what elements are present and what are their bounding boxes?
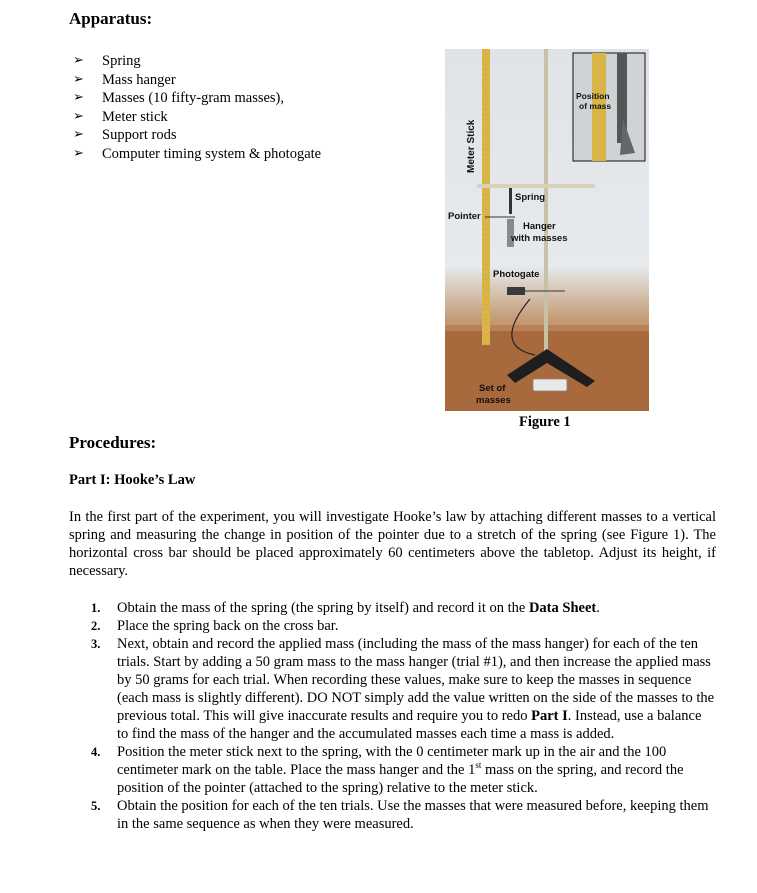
hanger-label-line1: Hanger bbox=[523, 221, 556, 232]
apparatus-item: ➢ Spring bbox=[73, 53, 141, 69]
arrow-bullet-icon: ➢ bbox=[73, 145, 84, 161]
apparatus-item: ➢ Masses (10 fifty-gram masses), bbox=[73, 90, 285, 106]
apparatus-item: ➢ Support rods bbox=[73, 127, 177, 143]
position-label-line1: Position bbox=[576, 91, 610, 101]
photogate bbox=[507, 287, 525, 295]
spring bbox=[509, 188, 512, 214]
apparatus-item: ➢ Mass hanger bbox=[73, 71, 176, 88]
figure-caption: Figure 1 bbox=[519, 414, 571, 430]
position-label-line2: of mass bbox=[579, 101, 612, 111]
procedures-heading: Procedures: bbox=[69, 433, 157, 452]
step-item: 5. Obtain the position for each of the ten trials. Use the masses that were measured before, keeping them in the same sequence as when they were measured. bbox=[91, 798, 709, 832]
arrow-bullet-icon: ➢ bbox=[73, 108, 84, 124]
arrow-bullet-icon: ➢ bbox=[73, 127, 84, 142]
cross-bar bbox=[477, 184, 595, 188]
procedure-steps bbox=[91, 599, 716, 833]
apparatus-item: ➢ Meter stick bbox=[73, 108, 168, 125]
part-i-heading: Part I: Hooke’s Law bbox=[69, 472, 196, 488]
apparatus-heading: Apparatus: bbox=[69, 9, 153, 28]
meter-stick bbox=[482, 49, 490, 345]
arrow-bullet-icon: ➢ bbox=[73, 53, 84, 68]
photogate-label: Photogate bbox=[493, 269, 540, 280]
step-item: 4. Position the meter stick next to the spring, with the 0 centimeter mark up in the air and the 100 centimeter mark on the table. Place the mass hanger and the 1st mass on the spring, and record the position of the pointer (attached to the spring) relative to the meter stick. bbox=[91, 744, 684, 796]
arrow-bullet-icon: ➢ bbox=[73, 71, 84, 87]
apparatus-item: ➢ Computer timing system & photogate bbox=[73, 145, 322, 162]
pointer-label: Pointer bbox=[448, 211, 481, 222]
meter-stick-label: Meter Stick bbox=[466, 119, 477, 173]
support-rod bbox=[544, 49, 548, 357]
apparatus-list bbox=[73, 52, 321, 163]
set-of-masses bbox=[533, 379, 567, 391]
step-item: 1. Obtain the mass of the spring (the spring by itself) and record it on the Data Sheet. bbox=[91, 600, 600, 616]
step-item: 2. Place the spring back on the cross bar. bbox=[91, 618, 339, 634]
figure-1-photo bbox=[445, 49, 649, 411]
step-item: 3. Next, obtain and record the applied mass (including the mass of the mass hanger) for each of the ten trials. Start by adding a 50 gram mass to the mass hanger (trial #1), and then increase the applied mass by 50 grams for each trial. When recording these values, make sure to keep the masses in sequence (each mass is slightly different). DO NOT simply add the value written on the side of the masses to the previous total. This will give inaccurate results and require you to redo Part I. Instead, use a balance to find the mass of the hanger and the accumulated masses each time a mass is added. bbox=[91, 636, 715, 742]
hanger-label-line2: with masses bbox=[511, 233, 568, 244]
part-i-intro: In the first part of the experiment, you will investigate Hooke’s law by attaching different masses to a vertical spring and measuring the change in position of the pointer due to a stretch of the spring (see Figure 1). The horizontal cross bar should be placed approximately 60 centimeters above the tabletop. Adjust its height, if necessary. bbox=[69, 509, 716, 579]
set-of-masses-label-line1: Set of bbox=[479, 383, 506, 394]
set-of-masses-label-line2: masses bbox=[476, 395, 511, 406]
arrow-bullet-icon: ➢ bbox=[73, 90, 84, 105]
spring-label: Spring bbox=[515, 192, 546, 203]
